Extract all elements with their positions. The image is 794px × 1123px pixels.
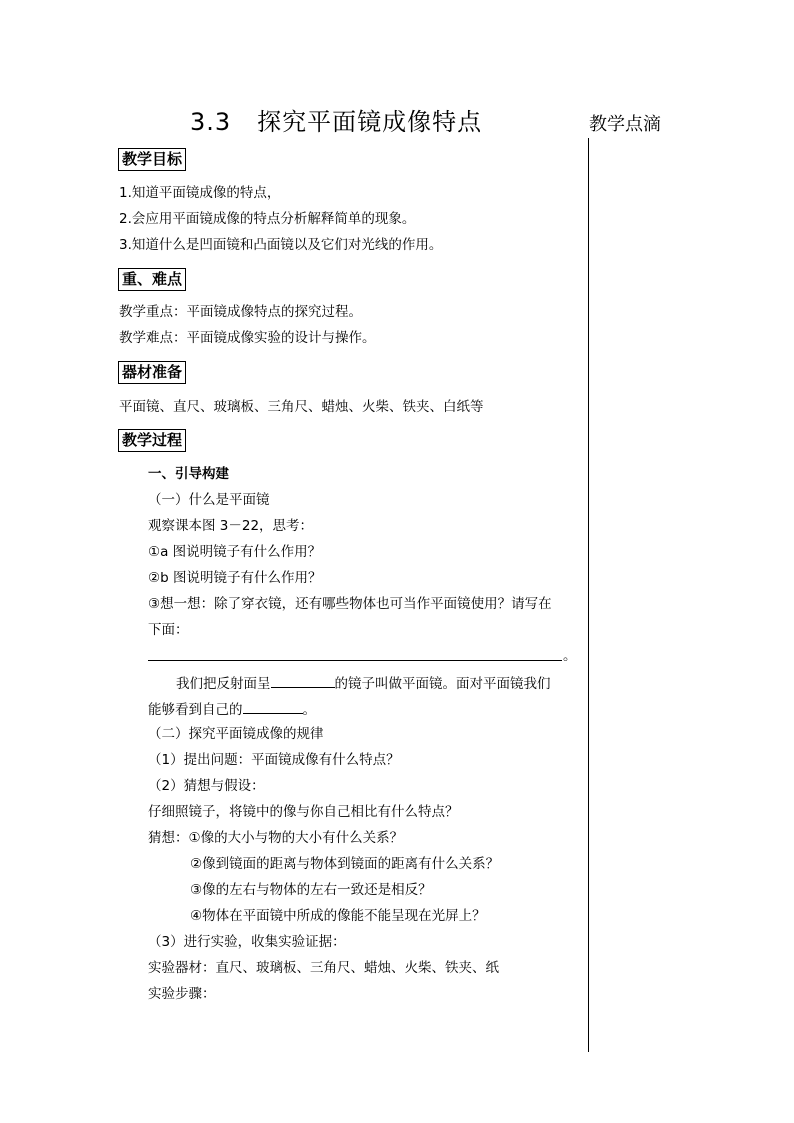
sidebar-heading: 教学点滴 [589, 114, 661, 135]
process-part1-title: 一、引导构建 [148, 466, 229, 482]
fill2-text-a: 能够看到自己的 [148, 702, 243, 718]
title-number: 3.3 [190, 108, 232, 136]
process-guess3: ③像的左右与物体的左右一致还是相反？ [190, 882, 432, 898]
fill-blank-2 [243, 699, 303, 714]
fill1-text-b: 的镜子叫做平面镜。面对平面镜我们 [334, 676, 551, 692]
process-look: 仔细照镜子，将镜中的像与你自己相比有什么特点？ [148, 804, 459, 820]
key-point-focus: 教学重点：平面镜成像特点的探究过程。 [119, 304, 362, 320]
section-heading-goals: 教学目标 [118, 148, 186, 171]
process-step3: （3）进行实验，收集实验证据： [148, 934, 346, 950]
key-point-difficulty: 教学难点：平面镜成像实验的设计与操作。 [119, 330, 376, 346]
section-heading-process: 教学过程 [118, 429, 186, 452]
answer-blank-line [148, 660, 562, 661]
section-heading-key-points: 重、难点 [118, 268, 186, 291]
process-observe: 观察课本图 3－22，思考： [148, 518, 314, 534]
fill-blank-1 [271, 673, 335, 688]
process-guess1: 猜想：①像的大小与物的大小有什么关系？ [148, 830, 404, 846]
process-sub2: （二）探究平面镜成像的规律 [148, 726, 324, 742]
sidebar-divider [588, 138, 589, 1052]
process-equipment: 实验器材：直尺、玻璃板、三角尺、蜡烛、火柴、铁夹、纸 [148, 960, 499, 976]
section-heading-materials: 器材准备 [118, 361, 186, 384]
process-q1: ①a 图说明镜子有什么作用？ [148, 544, 322, 560]
process-fill2 [148, 699, 316, 719]
title-text: 探究平面镜成像特点 [257, 108, 483, 136]
process-q3-line2: 下面： [148, 622, 189, 638]
goal-item-1: 1.知道平面镜成像的特点， [119, 185, 281, 201]
goal-item-2: 2.会应用平面镜成像的特点分析解释简单的现象。 [119, 211, 416, 227]
process-q3-line1: ③想一想：除了穿衣镜，还有哪些物体也可当作平面镜使用？请写在 [148, 596, 552, 612]
fill2-text-b: 。 [302, 702, 316, 718]
process-guess2: ②像到镜面的距离与物体到镜面的距离有什么关系？ [190, 856, 500, 872]
process-sub1: （一）什么是平面镜 [148, 492, 270, 508]
page-title [190, 102, 482, 137]
goal-item-3: 3.知道什么是凹面镜和凸面镜以及它们对光线的作用。 [119, 237, 443, 253]
process-q2: ②b 图说明镜子有什么作用？ [148, 570, 322, 586]
materials-text: 平面镜、直尺、玻璃板、三角尺、蜡烛、火柴、铁夹、白纸等 [119, 399, 484, 415]
process-fill1 [176, 673, 551, 693]
process-guess4: ④物体在平面镜中所成的像能不能呈现在光屏上？ [190, 908, 486, 924]
process-step2: （2）猜想与假设： [148, 778, 265, 794]
fill1-text-a: 我们把反射面呈 [176, 676, 271, 692]
answer-line-period: 。 [563, 648, 577, 664]
process-steps-label: 实验步骤： [148, 986, 216, 1002]
process-step1: （1）提出问题：平面镜成像有什么特点？ [148, 752, 400, 768]
